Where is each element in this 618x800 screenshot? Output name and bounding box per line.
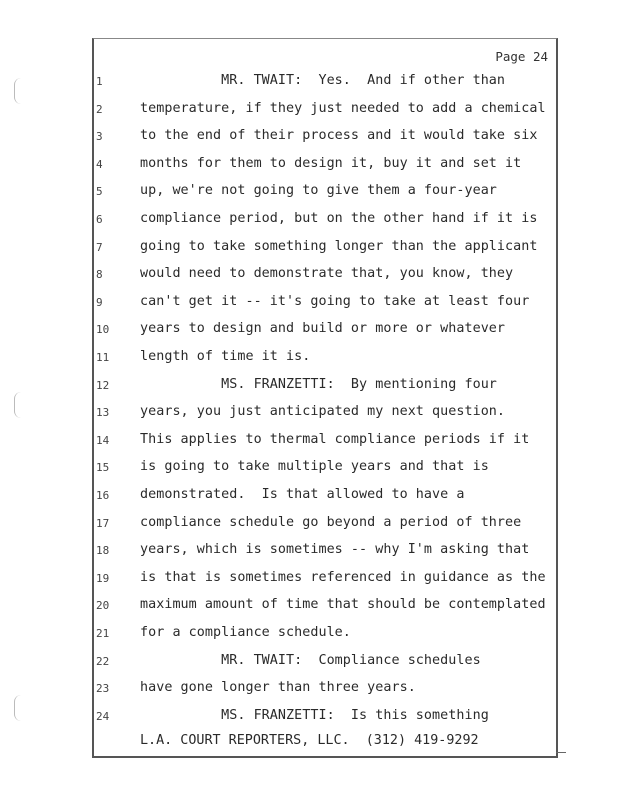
line-number: 11 [96,351,110,364]
transcript-line-text: MR. TWAIT: Compliance schedules [140,652,481,668]
transcript-line-text: would need to demonstrate that, you know, they [140,266,514,282]
line-number: 18 [96,544,110,558]
line-number: 5 [96,185,103,199]
line-number: 4 [96,157,103,171]
transcript-line-text: compliance schedule go beyond a period of three [140,514,522,530]
line-number: 3 [96,130,103,144]
line-number: 15 [96,461,110,475]
transcript-line-text: can't get it -- it's going to take at least four [140,293,530,309]
line-number: 23 [96,682,110,696]
line-number: 24 [96,709,110,723]
line-number: 22 [96,654,110,668]
line-number: 20 [96,599,110,613]
transcript-line-text: for a compliance schedule. [140,625,351,640]
line-number: 16 [96,489,110,502]
transcript-line-text: length of time it is. [140,349,311,364]
line-number: 13 [96,406,110,420]
transcript-line-text: MS. FRANZETTI: Is this something [140,707,489,723]
page-number: Page 24 [495,49,548,64]
binding-hole-mark-bottom [14,695,21,721]
transcript-line-text: up, we're not going to give them a four-year [140,183,497,199]
transcript-line-text: compliance period, but on the other hand if it is [140,211,538,226]
line-number: 8 [96,268,103,282]
line-number: 10 [96,323,110,337]
binding-hole-mark-middle [14,392,21,418]
transcript-line-text: maximum amount of time that should be contemplated [140,597,546,613]
line-number: 12 [96,378,110,392]
transcript-line-text: MR. TWAIT: Yes. And if other than [140,73,506,88]
line-number: 19 [96,571,110,585]
reporter-footer: L.A. COURT REPORTERS, LLC. (312) 419-9292 [140,733,479,748]
transcript-line-text: years, which is sometimes -- why I'm asking that [140,542,530,558]
transcript-line-text: to the end of their process and it would take six [140,128,538,144]
line-number: 2 [96,102,103,116]
transcript-page-frame [92,38,558,758]
corner-tick [556,752,566,761]
line-number: 17 [96,516,110,530]
transcript-line-text: demonstrated. Is that allowed to have a [140,487,465,502]
line-number: 21 [96,627,110,640]
binding-hole-mark-top [14,78,21,104]
transcript-line-text: years, you just anticipated my next question. [140,404,506,420]
line-number: 9 [96,295,103,309]
transcript-line-text: MS. FRANZETTI: By mentioning four [140,376,497,392]
transcript-line-text: is that is sometimes referenced in guidance as the [140,569,546,585]
transcript-line-text: This applies to thermal compliance periods if it [140,431,530,447]
line-number: 7 [96,240,103,254]
transcript-line-text: years to design and build or more or whatever [140,321,506,337]
transcript-line-text: months for them to design it, buy it and set it [140,155,522,171]
transcript-line-text: have gone longer than three years. [140,680,416,696]
line-number: 6 [96,213,103,226]
transcript-line-text: temperature, if they just needed to add a chemical [140,100,546,116]
transcript-line-text: is going to take multiple years and that is [140,459,489,475]
transcript-line-text: going to take something longer than the applicant [140,238,538,254]
line-number: 14 [96,433,110,447]
line-number: 1 [96,75,103,88]
